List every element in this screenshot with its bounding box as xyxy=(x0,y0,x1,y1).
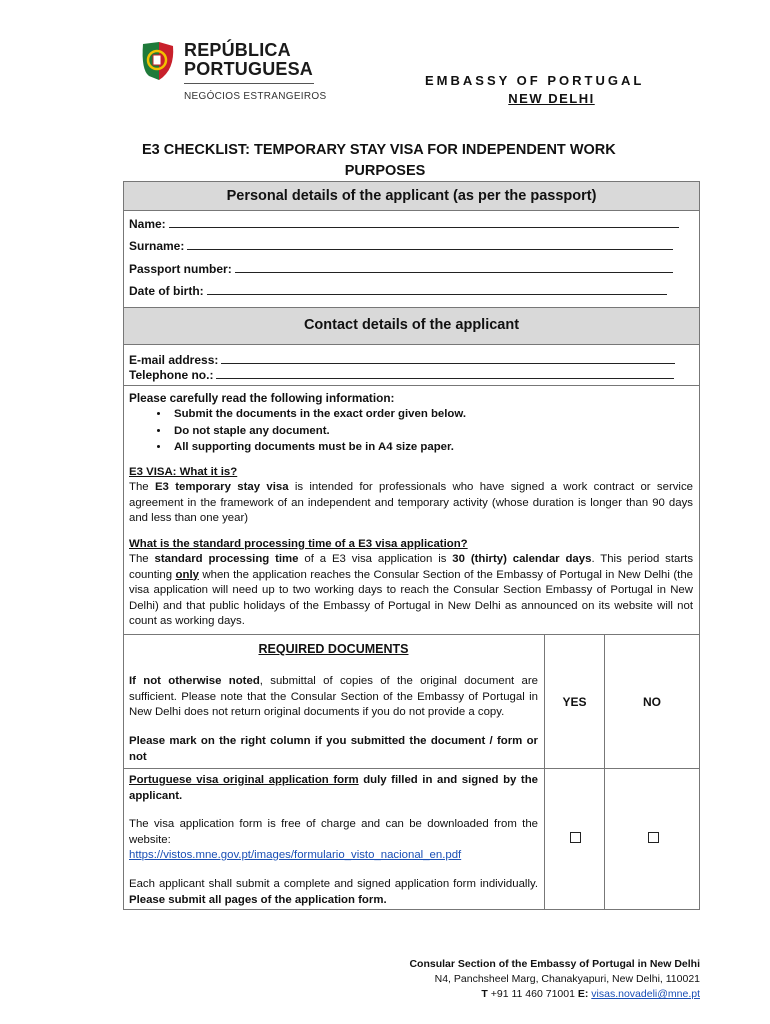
page-title-line2: PURPOSES xyxy=(344,163,426,179)
info-intro: Please carefully read the following information: xyxy=(129,391,395,405)
copies-note: If not otherwise noted, submittal of copies of the original document are sufficient. Please note that the Consular Section of the Embassy of Portugal in New Delhi does not return original documents if you do not provide a copy. xyxy=(129,675,538,718)
yes-label: YES xyxy=(562,695,587,709)
what-is-text: The E3 temporary stay visa is intended for professionals who have signed a work contract or service agreement in the framework of an independent and temporary activity (whose duration is longer than 90 days and less than one year) xyxy=(129,481,693,524)
yes-checkbox-cell xyxy=(544,768,605,910)
footer-email-link[interactable]: visas.novadeli@mne.pt xyxy=(591,988,700,1000)
footer-address: N4, Panchsheel Marg, Chanakyapuri, New Delhi, 110021 xyxy=(434,973,700,985)
embassy-city: NEW DELHI xyxy=(508,91,595,106)
information-section xyxy=(123,385,700,635)
list-item: • Do not staple any document. xyxy=(170,423,466,440)
contact-details-section xyxy=(123,344,700,386)
application-form-title: Portuguese visa original application form duly filled in and signed by the applicant. xyxy=(129,774,539,802)
what-is-heading: E3 VISA: What it is? xyxy=(129,466,238,478)
contact-details-heading: Contact details of the applicant xyxy=(303,317,520,333)
application-form-link-wrap xyxy=(129,848,538,864)
no-checkbox-cell xyxy=(604,768,700,910)
mark-instruction: Please mark on the right column if you submitted the document / form or not xyxy=(129,735,538,763)
logo-divider xyxy=(184,83,314,84)
telephone-field[interactable]: Telephone no.: xyxy=(129,367,674,382)
logo-text-republica: REPÚBLICA xyxy=(184,40,291,60)
name-field[interactable]: Name: xyxy=(129,216,679,231)
footer-contact: T +91 11 460 71001 E: visas.novadeli@mne.pt xyxy=(481,988,700,1000)
processing-time-heading: What is the standard processing time of a E3 visa application? xyxy=(129,538,468,550)
embassy-name: EMBASSY OF PORTUGAL xyxy=(425,73,645,88)
no-column-header xyxy=(604,634,700,769)
contact-details-header xyxy=(123,307,700,345)
application-form-link[interactable]: https://vistos.mne.gov.pt/images/formulario_visto_nacional_en.pdf xyxy=(129,849,462,861)
list-item: • All supporting documents must be in A4 size paper. xyxy=(170,439,466,456)
logo-text-portuguesa: PORTUGUESA xyxy=(184,59,314,79)
logo-text-ministry: NEGÓCIOS ESTRANGEIROS xyxy=(184,91,327,102)
table-row xyxy=(123,768,545,910)
application-form-download-text: The visa application form is free of charge and can be downloaded from the website: xyxy=(129,818,538,846)
footer-office: Consular Section of the Embassy of Portugal in New Delhi xyxy=(409,958,700,970)
passport-number-field[interactable]: Passport number: xyxy=(129,261,673,276)
no-label: NO xyxy=(643,695,661,709)
personal-details-header xyxy=(123,181,700,211)
info-bullet-list xyxy=(152,406,466,456)
yes-checkbox[interactable] xyxy=(570,832,581,843)
date-of-birth-field[interactable]: Date of birth: xyxy=(129,283,667,298)
no-checkbox[interactable] xyxy=(648,832,659,843)
page-title-line1: E3 CHECKLIST: TEMPORARY STAY VISA FOR INDEPENDENT WORK xyxy=(142,142,616,158)
processing-time-text: The standard processing time of a E3 visa application is 30 (thirty) calendar days. This period starts counting only when the application reaches the Consular Section of the Embassy of Portugal in New Delhi (the visa application will need up to two working days to reach the Consular Section Embassy of Portugal in New Delhi) and that public holidays of the Embassy of Portugal in New Delhi as announced on its website will not count as working days. xyxy=(129,553,694,627)
required-documents-note xyxy=(123,634,545,769)
personal-details-section xyxy=(123,210,700,308)
surname-field[interactable]: Surname: xyxy=(129,238,673,253)
personal-details-heading: Personal details of the applicant (as per the passport) xyxy=(226,188,597,204)
coat-of-arms-logo xyxy=(139,40,175,84)
required-documents-heading: REQUIRED DOCUMENTS xyxy=(258,642,409,656)
yes-column-header xyxy=(544,634,605,769)
application-form-instructions: Each applicant shall submit a complete and signed application form individually. Please submit all pages of the application form. xyxy=(129,878,538,906)
list-item: • Submit the documents in the exact order given below. xyxy=(170,406,466,423)
email-field[interactable]: E-mail address: xyxy=(129,352,675,367)
